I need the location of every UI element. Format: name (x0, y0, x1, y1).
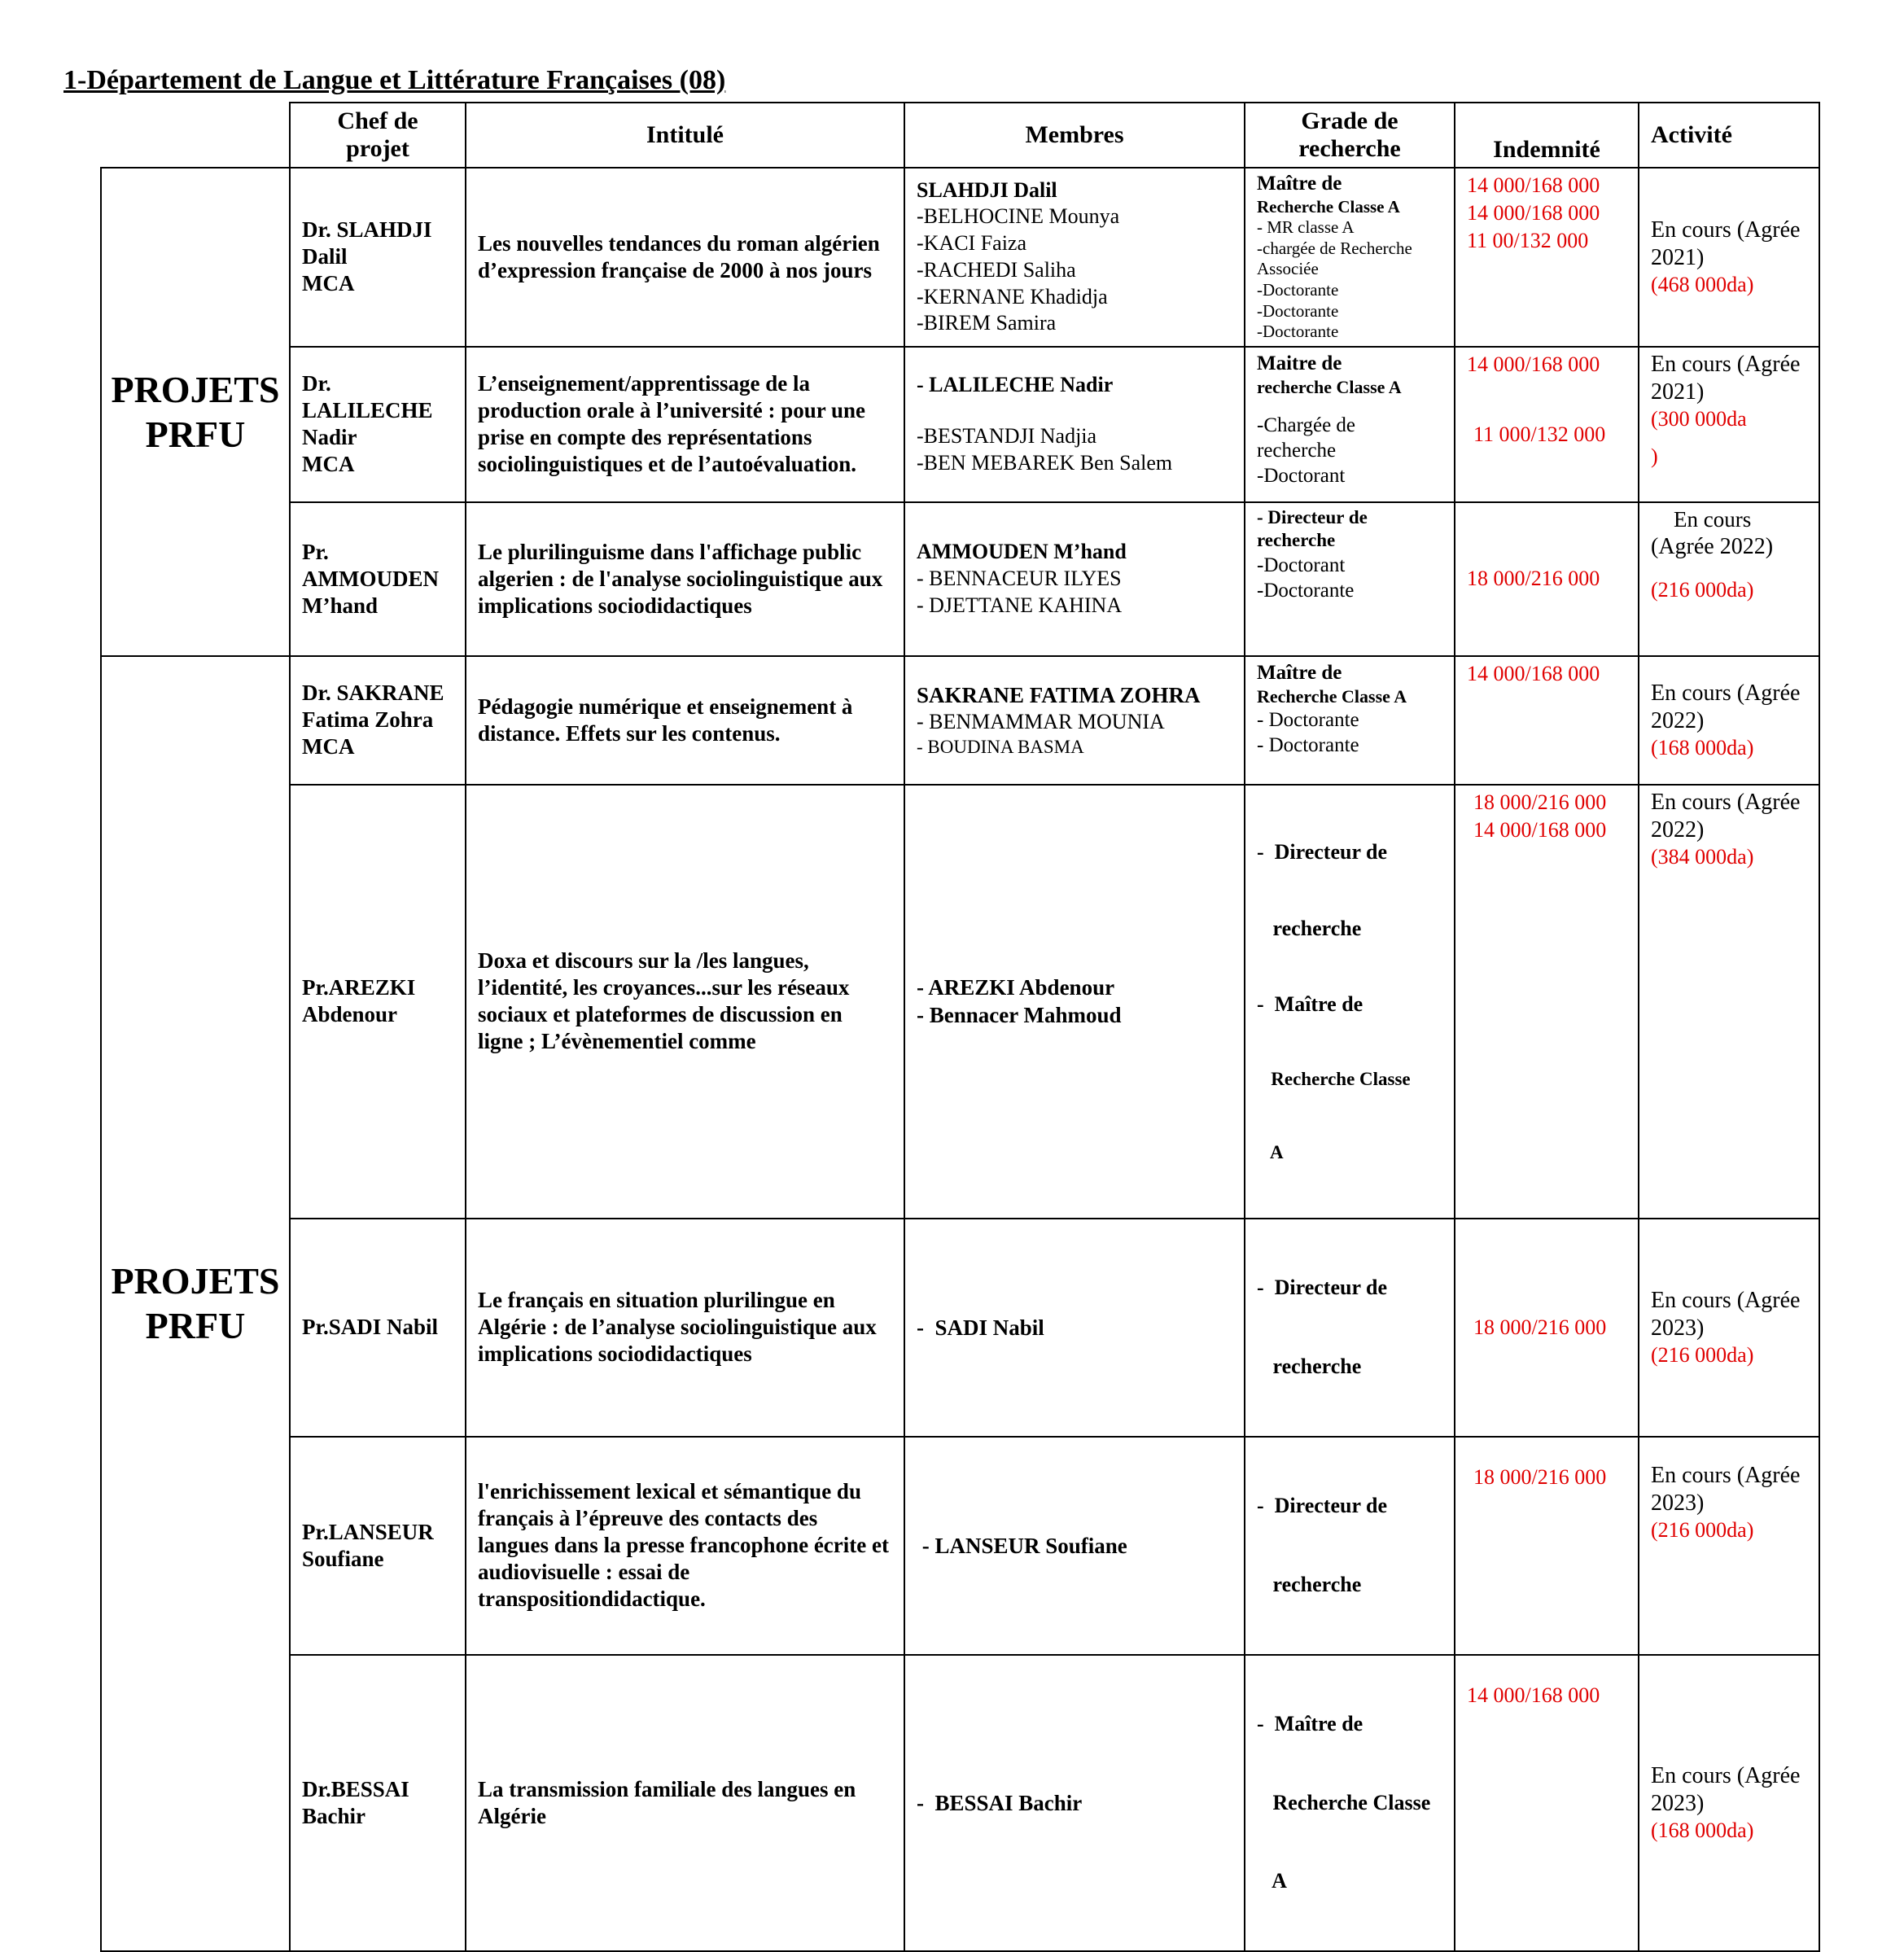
chef-cell: Dr.BESSAI Bachir (290, 1655, 466, 1952)
grade-cell: - Maître de Recherche Classe A (1245, 1655, 1455, 1952)
chef-cell: Dr. SLAHDJI Dalil MCA (290, 168, 466, 347)
header-row (101, 103, 1819, 168)
chef-cell: Dr. SAKRANE Fatima Zohra MCA (290, 656, 466, 785)
indemnite-cell: 14 000/168 000 (1455, 1655, 1639, 1952)
group-label: PROJETS PRFU (101, 168, 290, 656)
table-row (101, 347, 1819, 502)
members-cell: - LANSEUR Soufiane (904, 1437, 1245, 1655)
table-row (101, 1655, 1819, 1952)
grade-cell: - Directeur de recherche - Maître de Recherche Classe A (1245, 785, 1455, 1219)
activity-cell: En cours (Agrée 2021) (300 000da ) (1639, 347, 1819, 502)
activity-cell: En cours (Agrée 2023) (216 000da) (1639, 1437, 1819, 1655)
chef-cell: Pr.SADI Nabil (290, 1219, 466, 1437)
members-cell: - SADI Nabil (904, 1219, 1245, 1437)
table-row (101, 1437, 1819, 1655)
members-cell: SLAHDJI Dalil -BELHOCINE Mounya -KACI Faiza -RACHEDI Saliha -KERNANE Khadidja -BIREM Samira (904, 168, 1245, 347)
table-row (101, 785, 1819, 1219)
grade-cell: Maître de Recherche Classe A - MR classe A -chargée de Recherche Associée -Doctorante -Doctorante -Doctorante (1245, 168, 1455, 347)
indemnite-cell: 14 000/168 000 (1455, 656, 1639, 785)
header-indemnite: Indemnité (1455, 103, 1639, 168)
table-row (101, 656, 1819, 785)
chef-cell: Pr.AREZKI Abdenour (290, 785, 466, 1219)
grade-cell: - Directeur de recherche (1245, 1219, 1455, 1437)
indemnite-cell: 18 000/216 000 14 000/168 000 (1455, 785, 1639, 1219)
indemnite-cell: 14 000/168 000 11 000/132 000 (1455, 347, 1639, 502)
title-cell: L’enseignement/apprentissage de la production orale à l’université : pour une prise en compte des représentations sociolinguistiques et de l’autoévaluation. (466, 347, 904, 502)
grade-cell: - Directeur de recherche -Doctorant -Doctorante (1245, 502, 1455, 656)
blank-header-cell (101, 103, 290, 168)
header-activite: Activité (1639, 103, 1819, 168)
members-cell: - LALILECHE Nadir -BESTANDJI Nadjia -BEN MEBAREK Ben Salem (904, 347, 1245, 502)
members-cell: - AREZKI Abdenour - Bennacer Mahmoud (904, 785, 1245, 1219)
activity-cell: En cours (Agrée 2022) (384 000da) (1639, 785, 1819, 1219)
members-cell: SAKRANE FATIMA ZOHRA - BENMAMMAR MOUNIA - BOUDINA BASMA (904, 656, 1245, 785)
activity-cell: En cours (Agrée 2023) (168 000da) (1639, 1655, 1819, 1952)
activity-cell: En cours (Agrée 2022) (216 000da) (1639, 502, 1819, 656)
members-cell: AMMOUDEN M’hand - BENNACEUR ILYES - DJETTANE KAHINA (904, 502, 1245, 656)
title-cell: La transmission familiale des langues en Algérie (466, 1655, 904, 1952)
grade-cell: Maitre de recherche Classe A -Chargée de recherche -Doctorant (1245, 347, 1455, 502)
title-cell: Doxa et discours sur la /les langues, l’identité, les croyances...sur les réseaux sociaux et plateformes de discussion en ligne ; L’évènementiel comme (466, 785, 904, 1219)
table-row (101, 168, 1819, 347)
grade-cell: Maître de Recherche Classe A - Doctorante - Doctorante (1245, 656, 1455, 785)
activity-cell: En cours (Agrée 2021) (468 000da) (1639, 168, 1819, 347)
members-cell: - BESSAI Bachir (904, 1655, 1245, 1952)
indemnite-cell: 14 000/168 000 14 000/168 000 11 00/132 000 (1455, 168, 1639, 347)
header-membres: Membres (904, 103, 1245, 168)
table-row (101, 1219, 1819, 1437)
indemnite-cell: 18 000/216 000 (1455, 1219, 1639, 1437)
chef-cell: Pr. AMMOUDEN M’hand (290, 502, 466, 656)
title-cell: Le plurilinguisme dans l'affichage public algerien : de l'analyse sociolinguistique aux implications sociodidactiques (466, 502, 904, 656)
group-label: PROJETS PRFU (101, 656, 290, 1951)
header-chef: Chef de projet (290, 103, 466, 168)
title-cell: Les nouvelles tendances du roman algérien d’expression française de 2000 à nos jours (466, 168, 904, 347)
activity-cell: En cours (Agrée 2022) (168 000da) (1639, 656, 1819, 785)
projects-table (100, 102, 1820, 1952)
page-title: 1-Département de Langue et Littérature Françaises (08) (63, 65, 726, 95)
title-cell: l'enrichissement lexical et sémantique du français à l’épreuve des contacts des langues dans la presse francophone écrite et audiovisuelle : essai de transpositiondidactique. (466, 1437, 904, 1655)
indemnite-cell: 18 000/216 000 (1455, 502, 1639, 656)
header-grade: Grade de recherche (1245, 103, 1455, 168)
grade-cell: - Directeur de recherche (1245, 1437, 1455, 1655)
header-intitule: Intitulé (466, 103, 904, 168)
activity-cell: En cours (Agrée 2023) (216 000da) (1639, 1219, 1819, 1437)
title-cell: Pédagogie numérique et enseignement à distance. Effets sur les contenus. (466, 656, 904, 785)
chef-cell: Pr.LANSEUR Soufiane (290, 1437, 466, 1655)
indemnite-cell: 18 000/216 000 (1455, 1437, 1639, 1655)
title-cell: Le français en situation plurilingue en Algérie : de l’analyse sociolinguistique aux implications sociodidactiques (466, 1219, 904, 1437)
table-row (101, 502, 1819, 656)
chef-cell: Dr. LALILECHE Nadir MCA (290, 347, 466, 502)
